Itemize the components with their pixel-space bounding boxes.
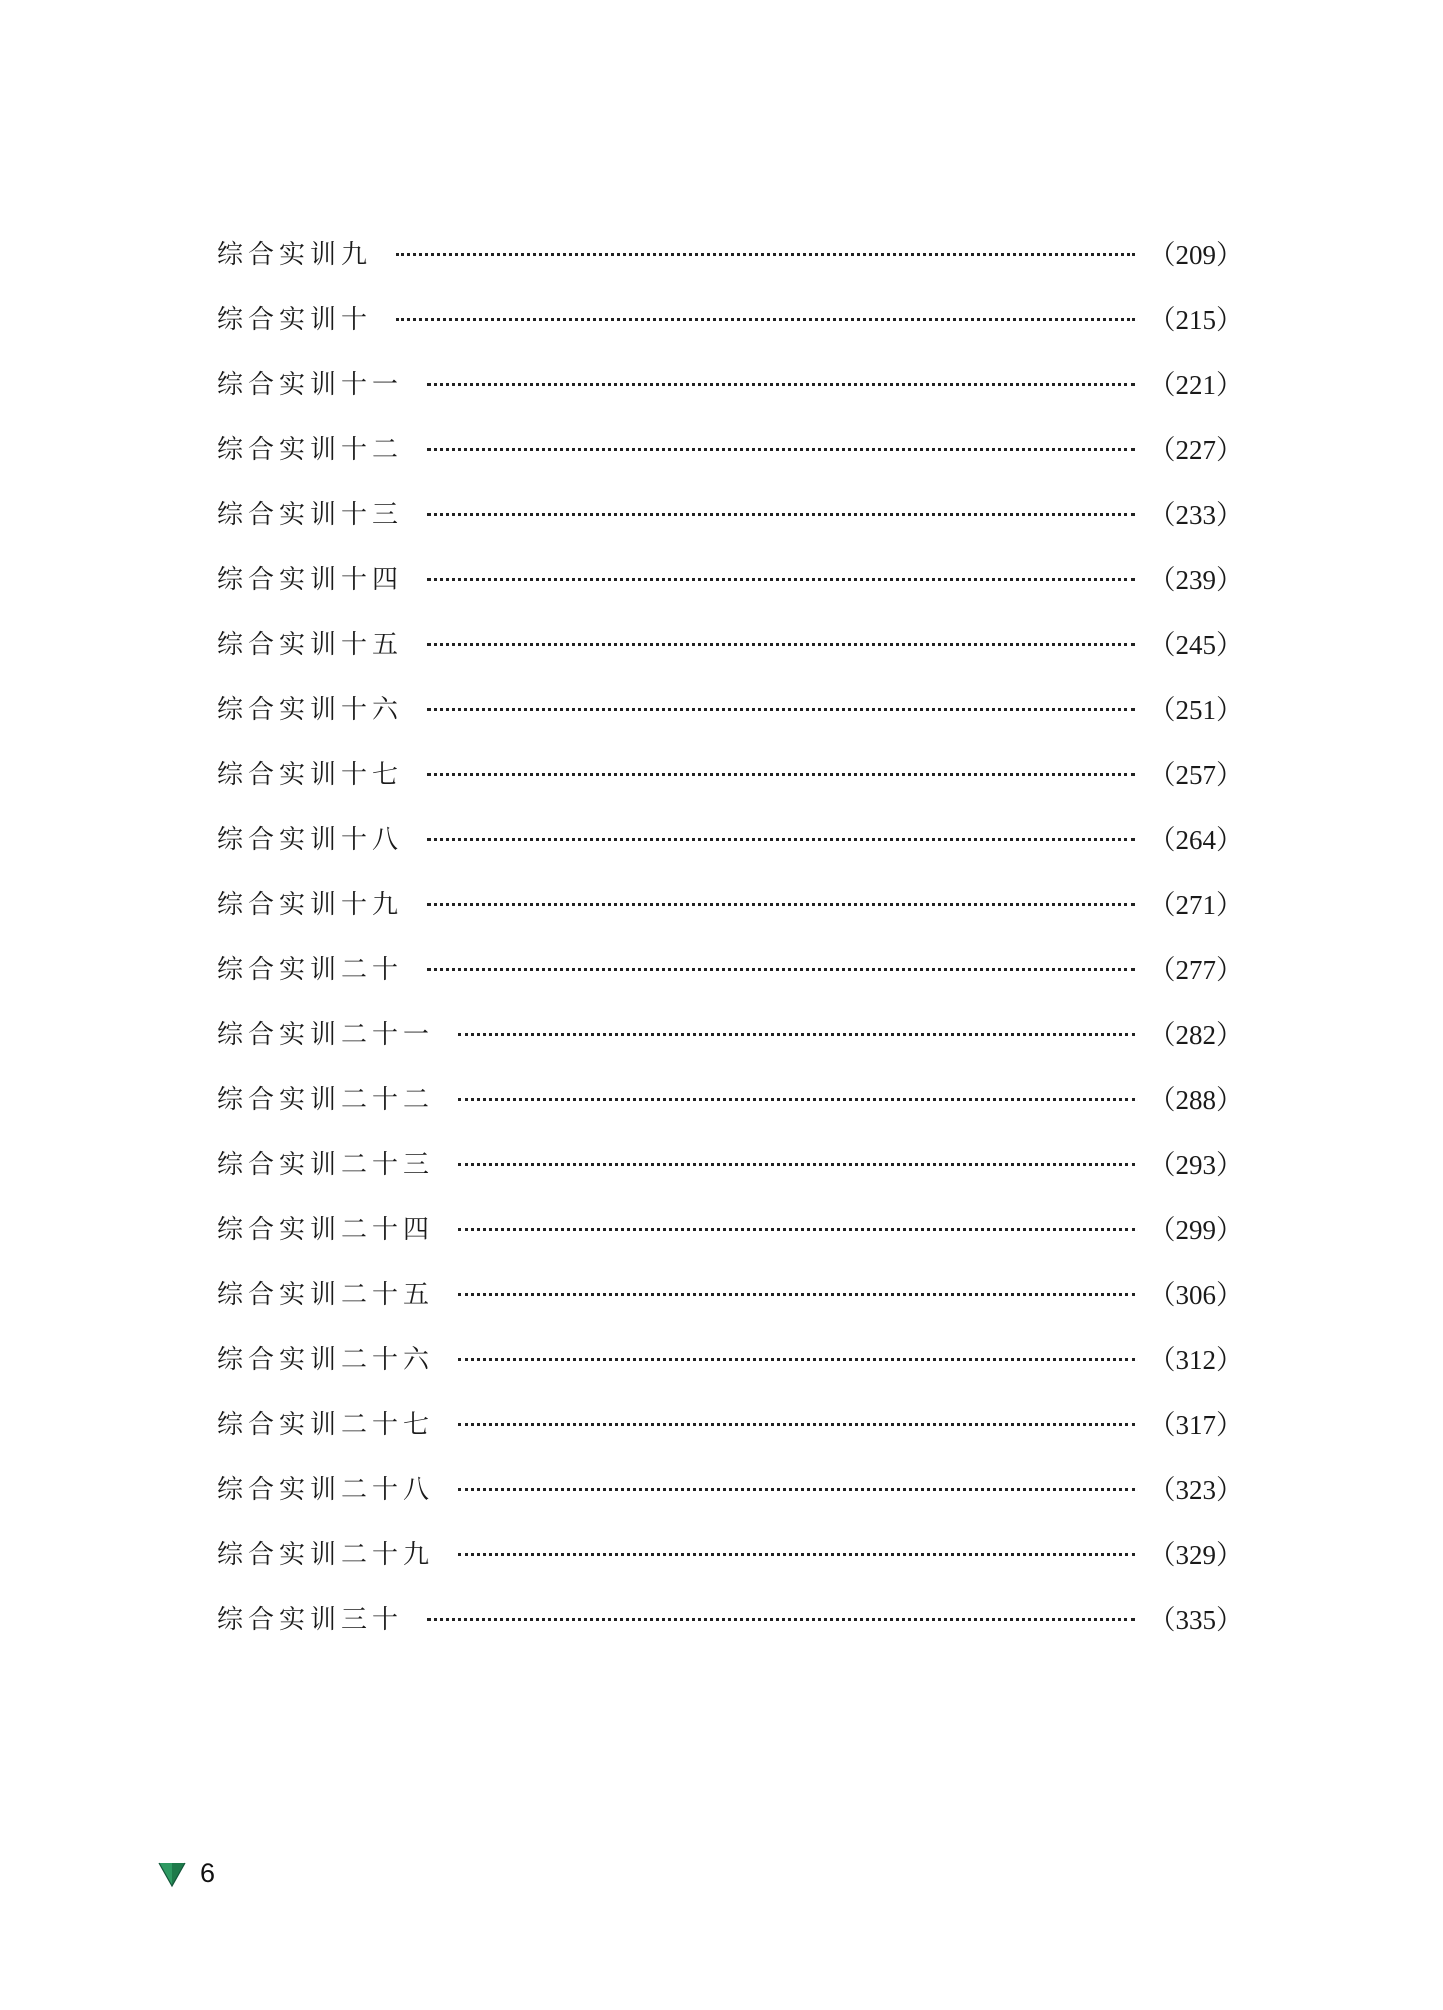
toc-entry-title: 综合实训二十九 [217,1540,435,1570]
toc-dot-leader [427,383,1134,386]
toc-entry-page: （323） [1148,1475,1243,1505]
toc-entry[interactable] [217,350,1243,415]
toc-entry[interactable] [217,1065,1243,1130]
toc-entry-page: （335） [1148,1605,1243,1635]
toc-entry[interactable] [217,675,1243,740]
toc-entry-page: （288） [1148,1085,1243,1115]
toc-entry[interactable] [217,1390,1243,1455]
toc-entry[interactable] [217,415,1243,480]
toc-dot-leader [458,1033,1134,1036]
toc-entry[interactable] [217,1325,1243,1390]
toc-entry-page: （245） [1148,630,1243,660]
toc-entry-page: （257） [1148,760,1243,790]
table-of-contents [217,220,1243,1650]
toc-entry[interactable] [217,1130,1243,1195]
toc-dot-leader [458,1553,1134,1556]
page-footer [157,1858,215,1889]
toc-entry-title: 综合实训十四 [217,565,404,595]
toc-entry-page: （251） [1148,695,1243,725]
toc-entry-title: 综合实训二十二 [217,1085,435,1115]
toc-dot-leader [427,968,1134,971]
toc-entry-title: 综合实训二十四 [217,1215,435,1245]
toc-entry[interactable] [217,220,1243,285]
toc-dot-leader [458,1293,1134,1296]
toc-entry-title: 综合实训二十八 [217,1475,435,1505]
toc-entry[interactable] [217,805,1243,870]
toc-entry-title: 综合实训十三 [217,500,404,530]
toc-entry-page: （233） [1148,500,1243,530]
toc-entry[interactable] [217,1195,1243,1260]
toc-entry[interactable] [217,1000,1243,1065]
toc-dot-leader [458,1358,1134,1361]
toc-entry-page: （293） [1148,1150,1243,1180]
toc-dot-leader [427,578,1134,581]
toc-dot-leader [427,708,1134,711]
toc-entry-page: （317） [1148,1410,1243,1440]
toc-entry-title: 综合实训十五 [217,630,404,660]
toc-dot-leader [427,903,1134,906]
toc-entry-title: 综合实训十六 [217,695,404,725]
toc-entry[interactable] [217,545,1243,610]
toc-dot-leader [458,1098,1134,1101]
toc-entry-title: 综合实训二十六 [217,1345,435,1375]
toc-entry-title: 综合实训二十五 [217,1280,435,1310]
toc-entry[interactable] [217,285,1243,350]
toc-entry[interactable] [217,935,1243,1000]
toc-entry-page: （271） [1148,890,1243,920]
toc-entry-page: （215） [1148,305,1243,335]
toc-dot-leader [427,838,1134,841]
toc-entry-title: 综合实训十一 [217,370,404,400]
toc-entry[interactable] [217,480,1243,545]
toc-entry-page: （264） [1148,825,1243,855]
toc-entry[interactable] [217,740,1243,805]
toc-entry-title: 综合实训十二 [217,435,404,465]
toc-entry-page: （306） [1148,1280,1243,1310]
toc-entry-title: 综合实训二十一 [217,1020,435,1050]
toc-entry-page: （209） [1148,240,1243,270]
toc-entry-title: 综合实训十 [217,305,373,335]
toc-dot-leader [396,318,1134,321]
page-number: 6 [200,1858,216,1888]
toc-entry[interactable] [217,1585,1243,1650]
toc-dot-leader [427,448,1134,451]
green-triangle-icon [157,1859,187,1889]
toc-entry-page: （277） [1148,955,1243,985]
toc-dot-leader [458,1228,1134,1231]
toc-entry-page: （227） [1148,435,1243,465]
toc-entry-page: （239） [1148,565,1243,595]
toc-dot-leader [427,773,1134,776]
toc-entry-title: 综合实训十八 [217,825,404,855]
toc-entry-title: 综合实训十七 [217,760,404,790]
toc-entry[interactable] [217,1455,1243,1520]
toc-entry-title: 综合实训三十 [217,1605,404,1635]
toc-entry-page: （221） [1148,370,1243,400]
toc-dot-leader [458,1488,1134,1491]
toc-dot-leader [427,643,1134,646]
toc-entry-title: 综合实训二十三 [217,1150,435,1180]
toc-entry[interactable] [217,870,1243,935]
toc-entry-page: （282） [1148,1020,1243,1050]
toc-dot-leader [458,1423,1134,1426]
toc-entry-title: 综合实训二十七 [217,1410,435,1440]
toc-entry-title: 综合实训二十 [217,955,404,985]
toc-entry-page: （329） [1148,1540,1243,1570]
toc-entry-page: （312） [1148,1345,1243,1375]
toc-entry[interactable] [217,1260,1243,1325]
toc-entry-page: （299） [1148,1215,1243,1245]
toc-dot-leader [396,253,1134,256]
toc-entry[interactable] [217,1520,1243,1585]
toc-entry-title: 综合实训十九 [217,890,404,920]
toc-dot-leader [427,1618,1134,1621]
toc-entry-title: 综合实训九 [217,240,373,270]
toc-dot-leader [458,1163,1134,1166]
toc-dot-leader [427,513,1134,516]
toc-entry[interactable] [217,610,1243,675]
